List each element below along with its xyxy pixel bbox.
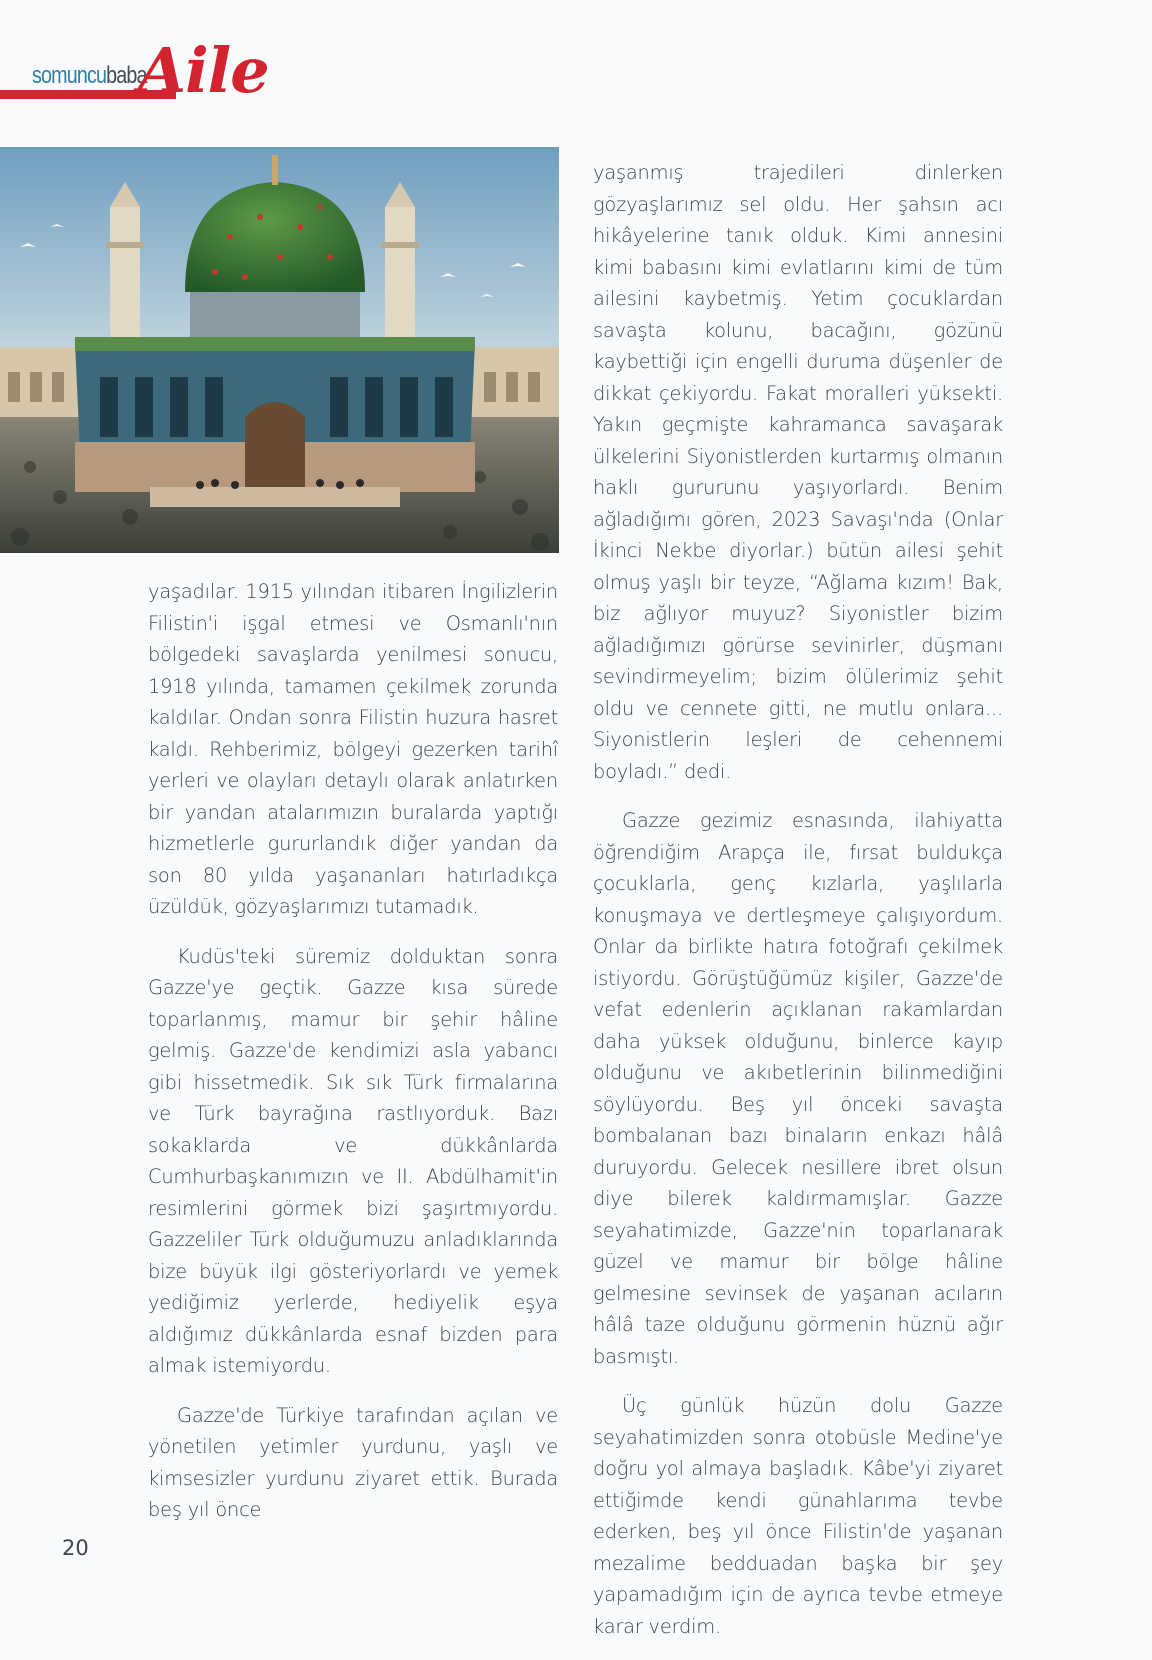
- page-number: 20: [62, 1536, 89, 1560]
- paragraph: Gazze'de Türkiye tarafından açılan ve yönetilen yetimler yurdunu, yaşlı ve kimsesizler yurdunu ziyaret ettik. Burada beş yıl önce: [148, 1403, 558, 1521]
- mosque-illustration-icon: [0, 147, 559, 553]
- mosque-photo: [0, 147, 559, 553]
- logo-script-text: Aile: [138, 34, 269, 107]
- magazine-logo: [0, 34, 269, 116]
- paragraph: yaşadılar. 1915 yılından itibaren İngilizlerin Filistin'i işgal etmesi ve Osmanlı'nın bölgedeki savaşlarda yenilmesi sonucu, 1918 yılında, tamamen çekilmek zorunda kaldılar. Ondan sonra Filistin huzura hasret kaldı. Rehberimiz, bölgeyi gezerken tarihî yerleri ve olayları detaylı olarak anlatırken bir yandan atalarımızın buralarda yaptığı hizmetlerle gururlandık diğer yandan da son 80 yılda yaşananları hatırladıkça üzüldük, gözyaşlarımızı tutamadık.: [148, 580, 558, 918]
- left-text-column: [148, 576, 558, 1544]
- paragraph: Kudüs'teki süremiz dolduktan sonra Gazze'ye geçtik. Gazze kısa sürede toparlanmış, mamur bir şehir hâline gelmiş. Gazze'de kendimizi asla yabancı gibi hissetmedik. Sık sık Türk firmalarına ve Türk bayrağına rastlıyorduk. Bazı sokaklarda ve dükkânlarda Cumhurbaşkanımızın ve II. Abdülhamit'in resimlerini görmek bizi şaşırtmıyordu. Gazzeliler Türk olduğumuzu anladıklarında bize büyük ilgi gösteriyorlardı ve yemek yediğimiz yerlerde, hediyelik eşya aldığımız dükkânlarda esnaf bizden para almak istemiyordu.: [148, 944, 558, 1377]
- logo-brand-part1: somuncu: [32, 62, 107, 89]
- paragraph: Üç günlük hüzün dolu Gazze seyahatimizden sonra otobüsle Medine'ye doğru yol almaya başladık. Kâbe'yi ziyaret ettiğimde kendi günahlarıma tevbe ederken, beş yıl önce Filistin'de yaşanan mezalime bedduadan başka bir şey yapamadığım için de ayrıca tevbe etmeye karar verdim.: [593, 1394, 1003, 1638]
- right-text-column: [593, 157, 1003, 1660]
- logo-brand-text: [32, 62, 147, 90]
- paragraph: Gazze gezimiz esnasında, ilahiyatta öğrendiğim Arapça ile, fırsat buldukça çocuklarla, genç kızlarla, yaşlılarla konuşmaya ve dertleşmeye çalışıyordum. Onlar da birlikte hatıra fotoğrafı çekilmek istiyordu. Görüştüğümüz kişiler, Gazze'de vefat edenlerin açıklanan rakamlardan daha yüksek olduğunu, binlerce kayıp olduğunu ve akıbetlerinin bilinmediğini söylüyordu. Beş yıl önceki savaşta bombalanan bazı binaların enkazı hâlâ duruyordu. Gelecek nesillere ibret olsun diye bilerek kaldırmamışlar. Gazze seyahatimizde, Gazze'nin toparlanarak güzel ve mamur bir bölge hâline gelmesine sevinsek de yaşanan acıların hâlâ taze olduğunu görmenin hüznü ağır basmıştı.: [593, 809, 1003, 1368]
- paragraph: yaşanmış trajedileri dinlerken gözyaşlarımız sel oldu. Her şahsın acı hikâyelerine tanık olduk. Kimi annesini kimi babasını kimi evlatlarını kimi de tüm ailesini kaybetmiş. Yetim çocuklardan savaşta kolunu, bacağını, gözünü kaybettiği için engelli duruma düşenler de dikkat çekiyordu. Fakat moralleri yüksekti. Yakın geçmişte kahramanca savaşarak ülkelerini Siyonistlerden kurtarmış olmanın haklı gururunu yaşıyorlardı. Benim ağladığımı gören, 2023 Savaşı'nda (Onlar İkinci Nekbe diyorlar.) bütün ailesi şehit olmuş yaşlı bir teyze, “Ağlama kızım! Bak, biz ağlıyor muyuz? Siyonistler bizim ağladığımızı görürse sevinirler, düşmanı sevindirmeyelim; bizim ölülerimiz şehit oldu ve cennete gitti, ne mutlu onlara... Siyonistlerin leşleri de cehennemi boyladı.” dedi.: [593, 161, 1003, 783]
- logo-brand-part2: baba: [106, 62, 147, 89]
